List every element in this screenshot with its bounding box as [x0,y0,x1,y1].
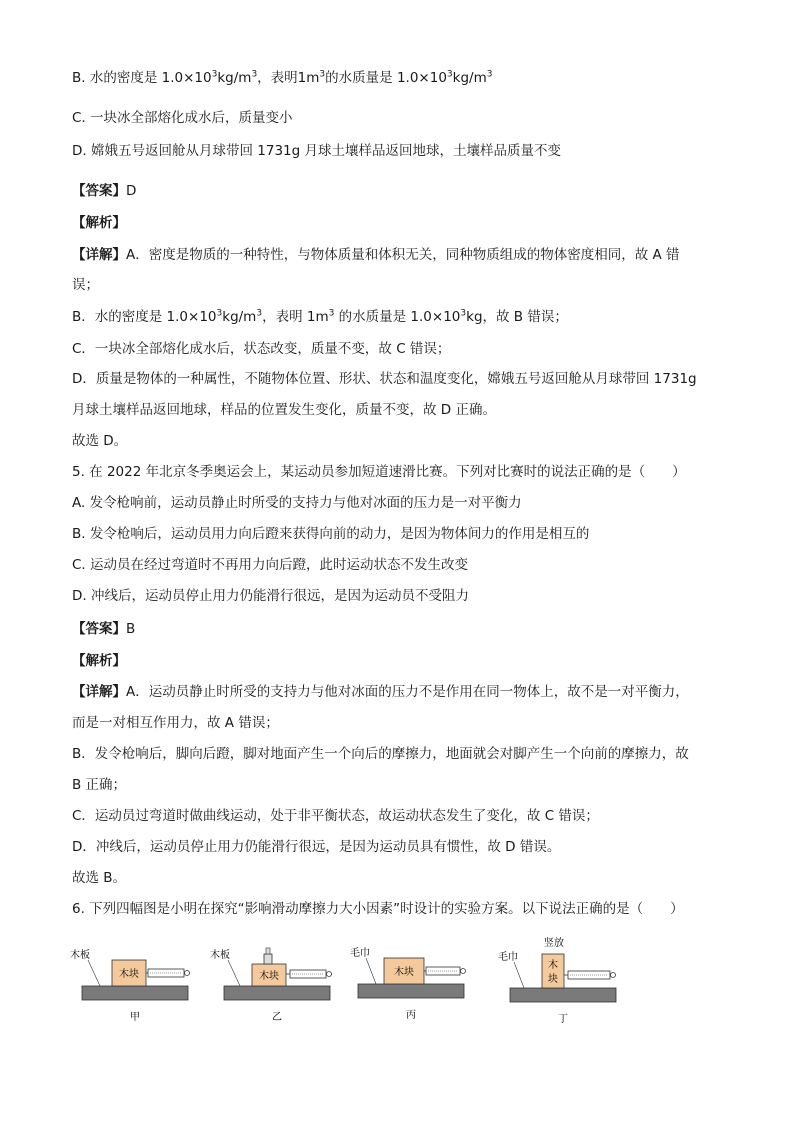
caption-jia: 甲 [130,1012,140,1023]
friction-experiment-figure [60,934,740,1024]
superscript: 3 [446,69,453,80]
text-run: ，表明1m [257,70,320,86]
superscript: 3 [211,69,218,80]
caption-bing: 丙 [406,1010,416,1021]
superscript: 3 [251,69,258,80]
text-line-d5d: D．冲线后，运动员停止用力仍能滑行很远，是因为运动员具有惯性，故 D 错误。 [72,839,561,855]
text-line-d4a2: 误； [72,277,99,293]
text-run: 的水质量是 1.0×10 [325,70,447,86]
text-line-q5b: B. 发令枪响后，运动员用力向后蹬来获得向前的动力，是因为物体间力的作用是相互的 [72,526,590,542]
superscript: 3 [256,308,263,319]
text-line-q5: 5. 在 2022 年北京冬季奥运会上，某运动员参加短道速滑比赛。下列对比赛时的说法正确的是（ ） [72,464,686,480]
text-line-q5a: A. 发令枪响前，运动员静止时所受的支持力与他对冰面的压力是一对平衡力 [72,495,522,511]
text-line-q4b [72,68,492,88]
text-line-q6: 6. 下列四幅图是小明在探究“影响滑动摩擦力大小因素”时设计的实验方案。以下说法正确的是（ ） [72,901,684,917]
text-run: kg/m [217,70,252,86]
weight-icon [264,954,272,964]
text-line-ana4 [72,213,126,233]
upright-label: 竖放 [544,938,564,949]
superscript: 3 [328,308,335,319]
text-run: kg/m [222,309,257,325]
text-line-d4d2: 月球土壤样品返回地球，样品的位置发生变化，质量不变，故 D 正确。 [72,402,496,418]
text-line-d4a1: 【详解】A．密度是物质的一种特性，与物体质量和体积无关，同种物质组成的物体密度相同，故 A 错 [72,247,680,263]
text-run: kg/m [452,70,487,86]
text-line-d5a2: 而是一对相互作用力，故 A 错误； [72,715,279,731]
section-tag: 【解析】 [72,653,126,669]
text-line-d5b2: B 正确； [72,777,127,793]
towel-label: 毛巾 [498,952,518,963]
text-run: B. 水的密度是 1.0×10 [72,70,212,86]
block-label-bottom: 块 [548,974,558,985]
superscript: 3 [460,308,467,319]
text-line-ans4: 【答案】D [72,183,137,199]
text-line-ans5: 【答案】B [72,621,136,637]
setup-yi [210,948,332,1023]
text-line-d4e: 故选 D。 [72,433,128,449]
text-run: B．水的密度是 1.0×10 [72,309,217,325]
text-run: kg，故 B 错误； [466,309,568,325]
block-label: 木块 [259,971,279,982]
setup-bing [350,946,466,1021]
text-line-d5c: C．运动员过弯道时做曲线运动，处于非平衡状态，故运动状态发生了变化，故 C 错误； [72,808,599,824]
text-line-d4c: C．一块冰全部熔化成水后，状态改变，质量不变，故 C 错误； [72,341,451,357]
setup-ding [498,936,616,1024]
text-line-d4b [72,307,568,327]
text-line-ana5 [72,651,126,671]
text-line-d5a1: 【详解】A．运动员静止时所受的支持力与他对冰面的压力不是作用在同一物体上，故不是一对平衡力， [72,684,689,700]
text-line-q4d: D. 嫦娥五号返回舱从月球带回 1731g 月球土壤样品返回地球，土壤样品质量不变 [72,143,561,159]
text-run: 的水质量是 1.0×10 [334,309,461,325]
text-line-q5c: C. 运动员在经过弯道时不再用力向后蹬，此时运动状态不发生改变 [72,557,469,573]
towel-label: 毛巾 [350,948,370,959]
block-label-top: 木 [548,960,558,971]
setup-jia [70,948,190,1023]
text-line-d5b1: B．发令枪响后，脚向后蹬，脚对地面产生一个向后的摩擦力，地面就会对脚产生一个向前的摩擦力，故 [72,746,689,762]
superscript: 3 [319,69,326,80]
board-label: 木板 [210,950,230,961]
superscript: 3 [216,308,223,319]
section-tag: 【解析】 [72,215,126,231]
caption-ding: 丁 [558,1014,568,1024]
text-line-q4c: C. 一块冰全部熔化成水后，质量变小 [72,110,293,126]
block-label: 木块 [394,967,414,978]
section-tag: 【答案】 [72,621,126,637]
section-tag: 【答案】 [72,183,126,199]
board-label: 木板 [70,950,90,961]
caption-yi: 乙 [272,1012,282,1023]
section-tag: 【详解】 [72,247,126,263]
text-run: ，表明 1m [262,309,329,325]
text-line-d5e: 故选 B。 [72,870,127,886]
block-label: 木块 [119,969,139,980]
text-line-q5d: D. 冲线后，运动员停止用力仍能滑行很远，是因为运动员不受阻力 [72,588,469,604]
superscript: 3 [486,69,493,80]
text-line-d4d1: D．质量是物体的一种属性，不随物体位置、形状、状态和温度变化，嫦娥五号返回舱从月球带回 1731g [72,371,697,387]
section-tag: 【详解】 [72,684,126,700]
